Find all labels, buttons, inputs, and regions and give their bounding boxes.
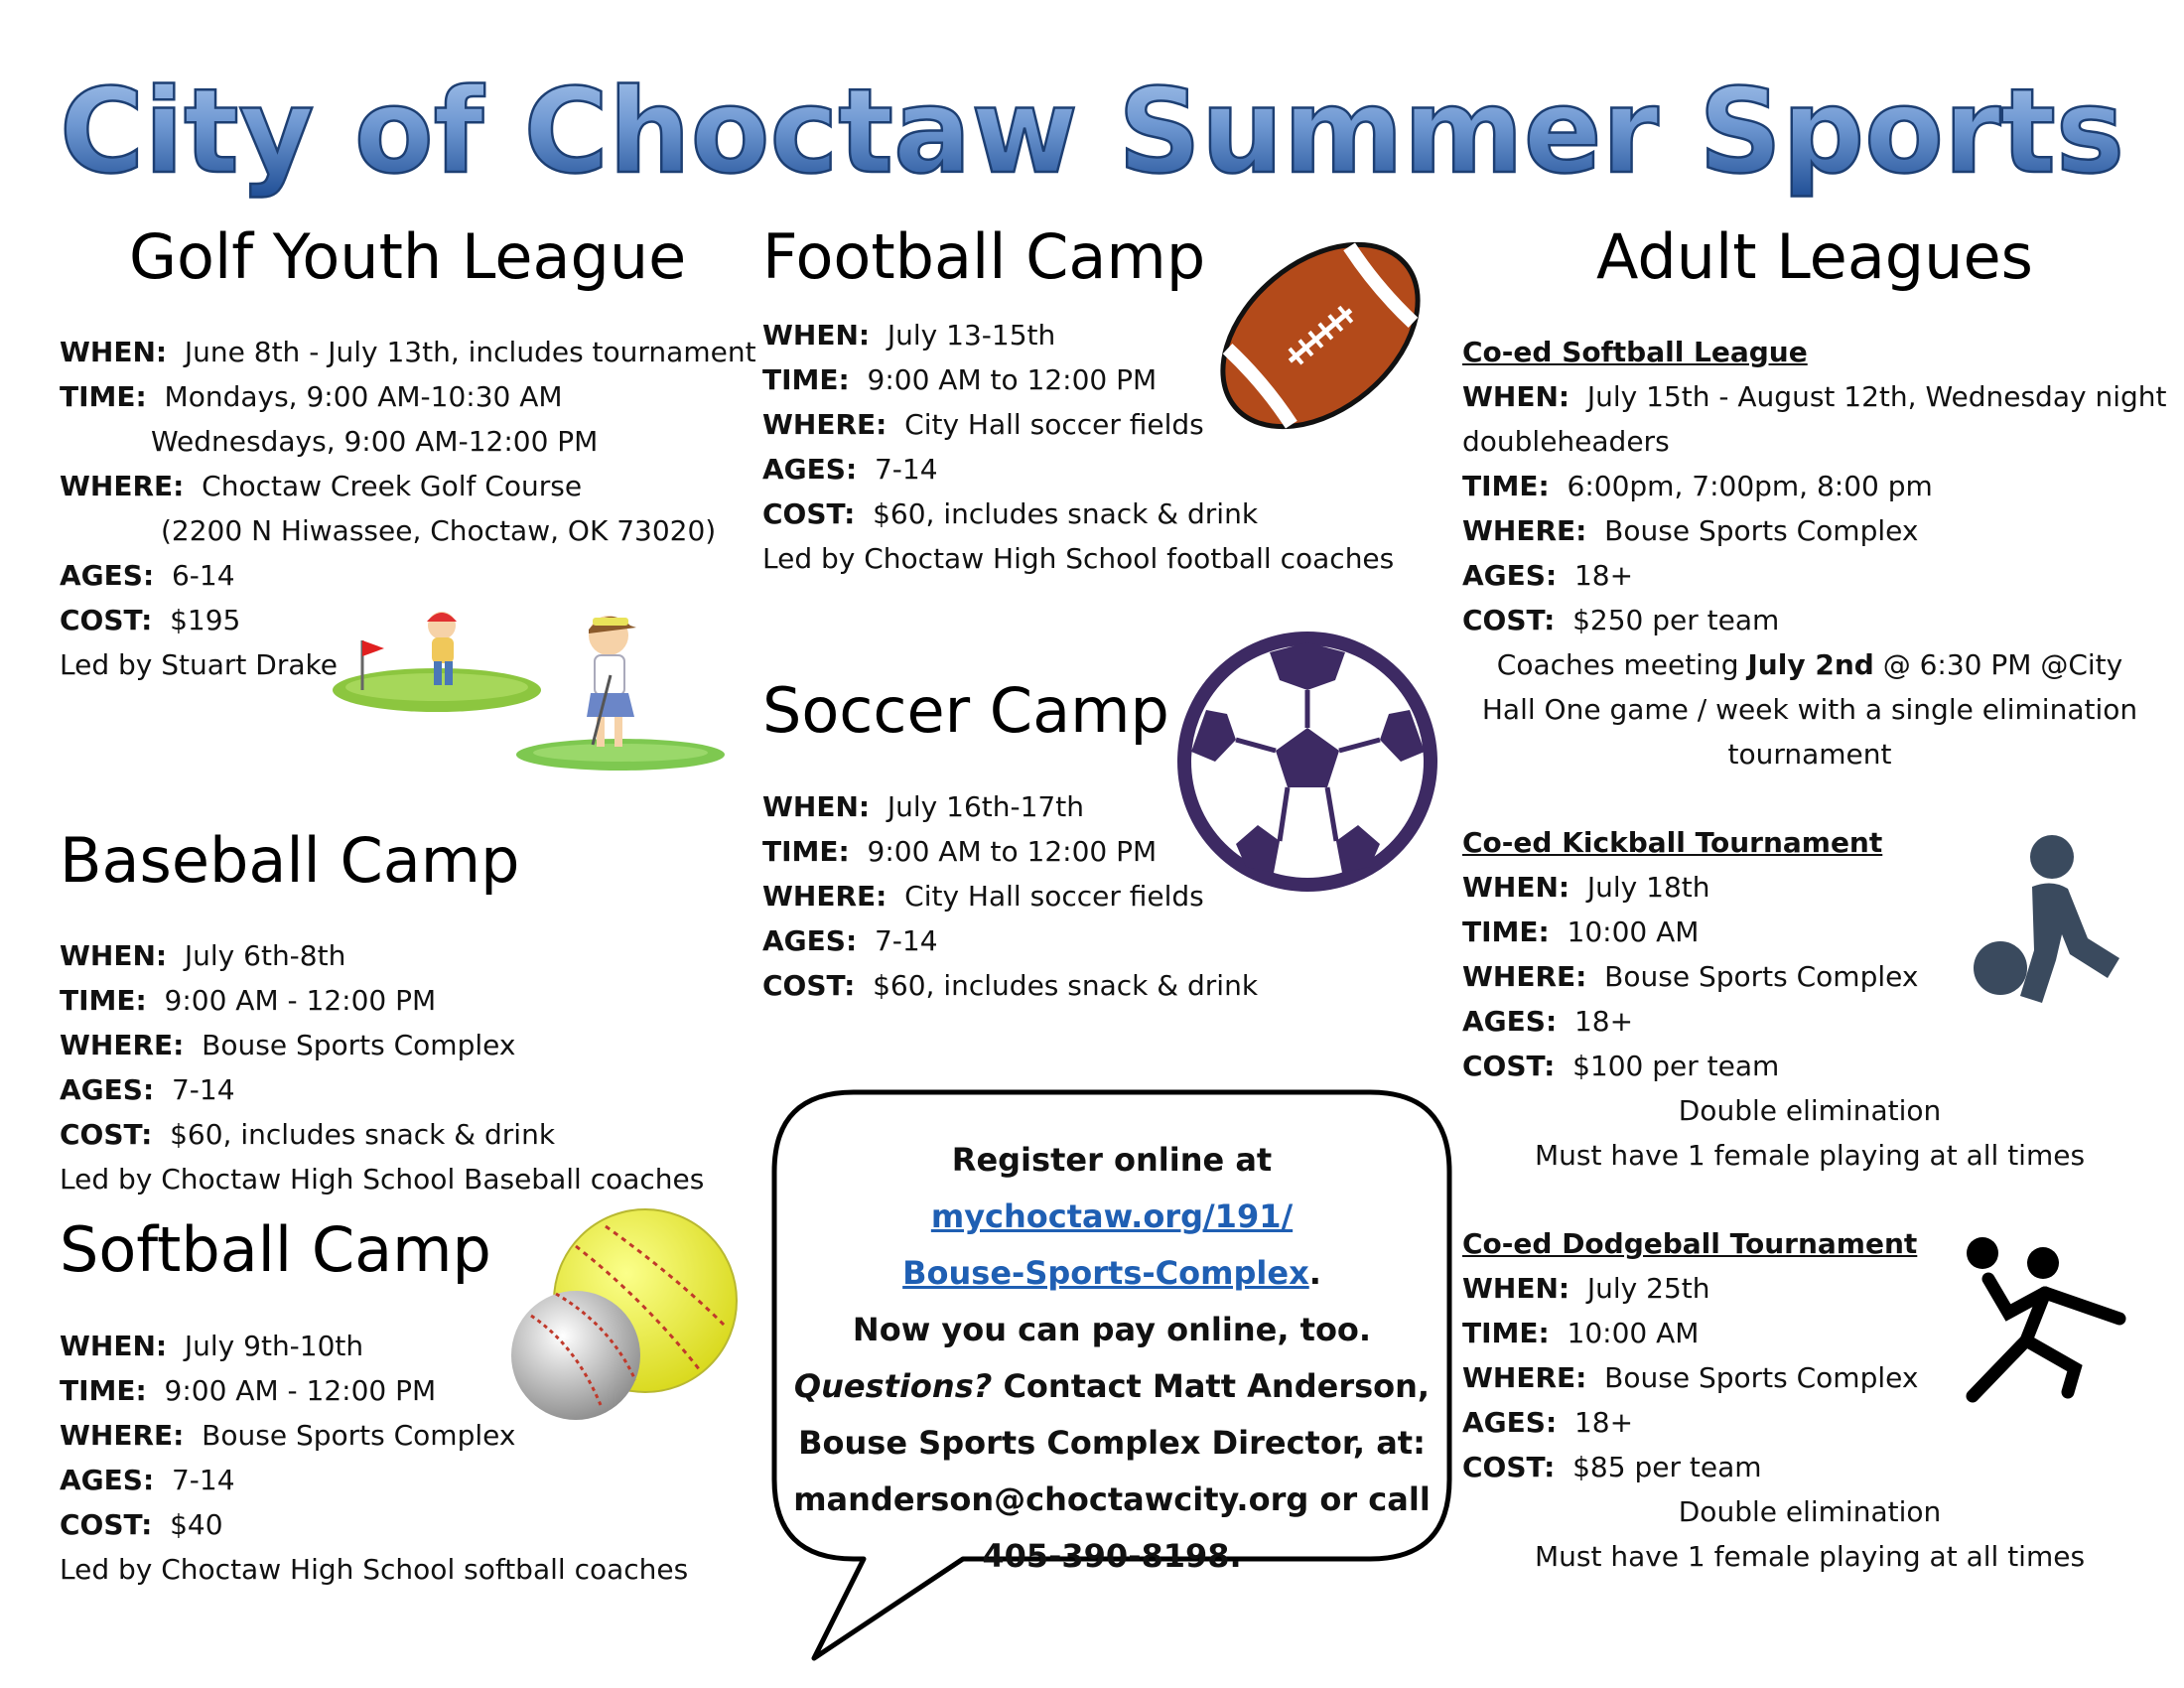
where-label: WHERE: xyxy=(1462,1361,1587,1394)
register-pay-online: Now you can pay online, too. xyxy=(852,1311,1372,1348)
adult-softball-when-2: doubleheaders xyxy=(1462,425,1670,458)
adult-dodgeball-where: Bouse Sports Complex xyxy=(1604,1361,1919,1394)
when-label: WHEN: xyxy=(762,790,871,823)
softball-camp-ages: 7-14 xyxy=(171,1464,235,1496)
golf-time-2: Wednesdays, 9:00 AM-12:00 PM xyxy=(151,425,599,458)
golf-time-1: Mondays, 9:00 AM-10:30 AM xyxy=(164,380,563,413)
where-label: WHERE: xyxy=(762,880,887,913)
golf-where-2: (2200 N Hiwassee, Choctaw, OK 73020) xyxy=(161,514,717,547)
where-label: WHERE: xyxy=(1462,960,1587,993)
cost-label: COST: xyxy=(762,969,856,1002)
where-label: WHERE: xyxy=(60,1029,185,1061)
adult-kickball-ages: 18+ xyxy=(1573,1005,1634,1038)
soccer-ages: 7-14 xyxy=(874,924,938,957)
time-label: TIME: xyxy=(1462,1317,1550,1349)
register-link-part1[interactable]: mychoctaw.org/191/ xyxy=(930,1197,1294,1235)
golf-ages: 6-14 xyxy=(171,559,235,592)
adult-softball-ages: 18+ xyxy=(1573,559,1634,592)
when-label: WHEN: xyxy=(60,336,168,368)
adult-softball-where: Bouse Sports Complex xyxy=(1604,514,1919,547)
page-title-text: City of Choctaw Summer Sports xyxy=(60,63,2124,200)
where-label: WHERE: xyxy=(1462,514,1587,547)
adult-softball-note-3: tournament xyxy=(1727,738,1892,771)
register-contact: Contact Matt Anderson, xyxy=(992,1367,1431,1405)
cost-label: COST: xyxy=(60,604,153,636)
baseball-when: July 6th-8th xyxy=(184,939,346,972)
adult-dodgeball-heading: Co-ed Dodgeball Tournament xyxy=(1462,1227,1918,1260)
kickball-player-icon xyxy=(1971,829,2129,1008)
football-led: Led by Choctaw High School football coaches xyxy=(762,542,1395,575)
baseball-led: Led by Choctaw High School Baseball coaches xyxy=(60,1163,705,1196)
time-label: TIME: xyxy=(60,380,147,413)
register-director: Bouse Sports Complex Director, at: xyxy=(798,1424,1426,1462)
adult-kickball-note-2: Must have 1 female playing at all times xyxy=(1534,1139,2086,1172)
baseball-where: Bouse Sports Complex xyxy=(202,1029,516,1061)
soccer-where: City Hall soccer fields xyxy=(904,880,1204,913)
when-label: WHEN: xyxy=(60,939,168,972)
adult-softball-heading: Co-ed Softball League xyxy=(1462,336,1808,368)
baseball-heading: Baseball Camp xyxy=(60,824,520,897)
adult-dodgeball-note-2: Must have 1 female playing at all times xyxy=(1534,1540,2086,1573)
when-label: WHEN: xyxy=(762,319,871,352)
adult-softball-note-1b: July 2nd xyxy=(1747,648,1874,681)
when-label: WHEN: xyxy=(1462,871,1570,904)
soccer-time: 9:00 AM to 12:00 PM xyxy=(867,835,1158,868)
soccer-cost: $60, includes snack & drink xyxy=(873,969,1259,1002)
adult-kickball-note-1: Double elimination xyxy=(1678,1094,1942,1127)
adult-dodgeball-cost: $85 per team xyxy=(1572,1451,1762,1483)
softball-camp-details xyxy=(60,1324,688,1592)
football-where: City Hall soccer fields xyxy=(904,408,1204,441)
softball-camp-where: Bouse Sports Complex xyxy=(202,1419,516,1452)
adult-kickball-when: July 18th xyxy=(1586,871,1710,904)
when-label: WHEN: xyxy=(1462,380,1570,413)
adult-kickball-cost: $100 per team xyxy=(1572,1050,1780,1082)
register-prefix: Register online at xyxy=(951,1141,1273,1179)
time-label: TIME: xyxy=(762,363,850,396)
adult-dodgeball-when: July 25th xyxy=(1586,1272,1710,1305)
softball-camp-heading: Softball Camp xyxy=(60,1213,491,1286)
ages-label: AGES: xyxy=(60,1073,155,1106)
ages-label: AGES: xyxy=(1462,1005,1558,1038)
adult-dodgeball-note-1: Double elimination xyxy=(1678,1495,1942,1528)
register-questions: Questions? xyxy=(793,1367,993,1405)
baseball-details xyxy=(60,933,704,1201)
adult-kickball-heading: Co-ed Kickball Tournament xyxy=(1462,826,1883,859)
golf-heading: Golf Youth League xyxy=(129,220,687,293)
football-time: 9:00 AM to 12:00 PM xyxy=(867,363,1158,396)
adult-dodgeball-ages: 18+ xyxy=(1573,1406,1634,1439)
soccer-when: July 16th-17th xyxy=(887,790,1084,823)
adult-softball-note-2: Hall One game / week with a single elimination xyxy=(1481,693,2138,726)
softball-camp-when: July 9th-10th xyxy=(184,1330,364,1362)
cost-label: COST: xyxy=(60,1118,153,1151)
register-phone: 405-390-8198. xyxy=(982,1537,1242,1575)
adult-softball-when-1: July 15th - August 12th, Wednesday night xyxy=(1586,380,2167,413)
time-label: TIME: xyxy=(762,835,850,868)
cost-label: COST: xyxy=(60,1508,153,1541)
register-link-suffix: . xyxy=(1308,1254,1321,1292)
ages-label: AGES: xyxy=(60,1464,155,1496)
time-label: TIME: xyxy=(60,984,147,1017)
softball-camp-time: 9:00 AM - 12:00 PM xyxy=(164,1374,437,1407)
where-label: WHERE: xyxy=(762,408,887,441)
baseball-ages: 7-14 xyxy=(171,1073,235,1106)
cost-label: COST: xyxy=(762,497,856,530)
register-link-part2[interactable]: Bouse-Sports-Complex xyxy=(902,1254,1309,1292)
football-cost: $60, includes snack & drink xyxy=(873,497,1259,530)
cost-label: COST: xyxy=(1462,1050,1556,1082)
softball-camp-led: Led by Choctaw High School softball coaches xyxy=(60,1553,689,1586)
adult-softball-note-1c: @ 6:30 PM @City xyxy=(1873,648,2123,681)
where-label: WHERE: xyxy=(60,1419,185,1452)
ages-label: AGES: xyxy=(762,453,858,486)
ages-label: AGES: xyxy=(60,559,155,592)
adult-kickball-where: Bouse Sports Complex xyxy=(1604,960,1919,993)
cost-label: COST: xyxy=(1462,1451,1556,1483)
page-title xyxy=(0,25,2184,213)
dodgeball-player-icon xyxy=(1961,1231,2129,1405)
time-label: TIME: xyxy=(1462,470,1550,502)
adult-heading: Adult Leagues xyxy=(1596,220,2033,293)
baseball-time: 9:00 AM - 12:00 PM xyxy=(164,984,437,1017)
time-label: TIME: xyxy=(1462,915,1550,948)
time-label: TIME: xyxy=(60,1374,147,1407)
adult-softball-details xyxy=(1462,330,2167,776)
football-when: July 13-15th xyxy=(887,319,1056,352)
golf-cost: $195 xyxy=(170,604,241,636)
adult-softball-cost: $250 per team xyxy=(1572,604,1780,636)
register-email: manderson@choctawcity.org or call xyxy=(793,1480,1431,1518)
when-label: WHEN: xyxy=(60,1330,168,1362)
cost-label: COST: xyxy=(1462,604,1556,636)
baseball-cost: $60, includes snack & drink xyxy=(170,1118,556,1151)
register-info xyxy=(774,1132,1449,1585)
where-label: WHERE: xyxy=(60,470,185,502)
adult-kickball-time: 10:00 AM xyxy=(1567,915,1700,948)
when-label: WHEN: xyxy=(1462,1272,1570,1305)
adult-softball-note-1a: Coaches meeting xyxy=(1496,648,1748,681)
golf-when: June 8th - July 13th, includes tournament xyxy=(184,336,756,368)
ages-label: AGES: xyxy=(1462,1406,1558,1439)
golf-led: Led by Stuart Drake xyxy=(60,648,338,681)
golf-kids-icon xyxy=(333,596,730,774)
ages-label: AGES: xyxy=(1462,559,1558,592)
football-details xyxy=(762,313,1394,581)
soccer-heading: Soccer Camp xyxy=(762,674,1169,747)
golf-where-1: Choctaw Creek Golf Course xyxy=(202,470,583,502)
football-heading: Football Camp xyxy=(762,220,1206,293)
adult-softball-time: 6:00pm, 7:00pm, 8:00 pm xyxy=(1567,470,1933,502)
adult-dodgeball-time: 10:00 AM xyxy=(1567,1317,1700,1349)
ages-label: AGES: xyxy=(762,924,858,957)
softball-camp-cost: $40 xyxy=(170,1508,223,1541)
soccer-details xyxy=(762,784,1258,1008)
football-ages: 7-14 xyxy=(874,453,938,486)
